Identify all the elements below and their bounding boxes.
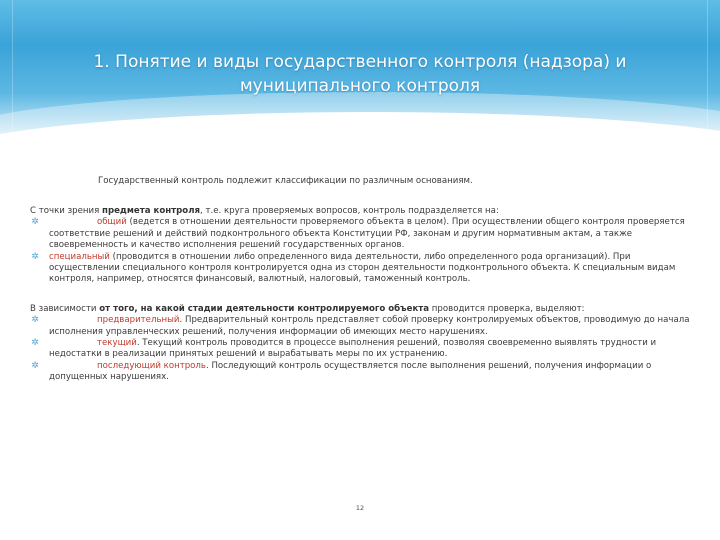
list-item	[30, 315, 694, 338]
bullet-icon: ✲	[31, 315, 39, 326]
item-text: . Предварительный контроль представляет собой проверку контролируемых объектов, проводимую до начала исполнения управленческих решений, получения информации об имеющих место нарушениях.	[49, 315, 690, 337]
term-subsequent: последующий контроль	[97, 360, 206, 371]
section2-list	[30, 315, 694, 383]
section1-list	[30, 217, 694, 285]
bullet-icon: ✲	[31, 360, 39, 371]
item-text: (ведется в отношении деятельности проверяемого объекта в целом). При осуществлении общего контроля проверяется соответствие решений и действий подконтрольного объекта Конституции РФ, законам и другим нормативным актам, а также своевременность и качество исполнения решений государственных органов.	[49, 217, 685, 251]
section1-lead-pre: С точки зрения	[30, 206, 102, 216]
page-number: 12	[355, 504, 365, 512]
item-text: (проводится в отношении либо определенного вида деятельности, либо определенного рода организаций). При осуществлении специального контроля контролируется одна из сторон деятельности подконтрольного объекта. К специальным видам контроля, например, относятся финансовый, валютный, налоговый, таможенный контроль.	[49, 251, 676, 285]
list-item	[30, 217, 694, 251]
section1-lead	[30, 206, 694, 217]
section-gap	[30, 286, 694, 304]
list-item	[30, 252, 694, 286]
item-text: . Текущий контроль проводится в процессе выполнения решений, позволяя своевременно выявлять трудности и недостатки в реализации принятых решений и вырабатывать меры по их устранению.	[49, 338, 657, 360]
intro-text: Государственный контроль подлежит классификации по различным основаниям.	[98, 176, 473, 186]
slide-body	[30, 206, 694, 384]
bullet-icon: ✲	[31, 217, 39, 228]
list-item	[30, 361, 694, 384]
section2-lead	[30, 304, 694, 315]
term-preliminary: предварительный	[97, 315, 180, 326]
bullet-icon: ✲	[31, 338, 39, 349]
banner-wave-bottom	[0, 112, 720, 202]
section2-lead-post: проводится проверка, выделяют:	[429, 303, 585, 314]
slide-title: 1. Понятие и виды государственного контроля (надзора) и муниципального контроля	[93, 52, 627, 96]
term-general: общий	[97, 217, 127, 228]
bullet-icon: ✲	[31, 251, 39, 262]
term-current: текущий	[97, 338, 137, 349]
section2-lead-bold: от того, на какой стадии деятельности контролируемого объекта	[99, 303, 430, 314]
item-text: . Последующий контроль осуществляется после выполнения решений, получения информации о допущенных нарушениях.	[49, 360, 652, 383]
section2-lead-pre: В зависимости	[30, 303, 100, 314]
list-item	[30, 338, 694, 361]
term-special: специальный	[49, 251, 110, 262]
section1-lead-post: , т.е. круга проверяемых вопросов, контроль подразделяется на:	[200, 206, 499, 216]
section1-lead-bold: предмета контроля	[102, 206, 201, 216]
